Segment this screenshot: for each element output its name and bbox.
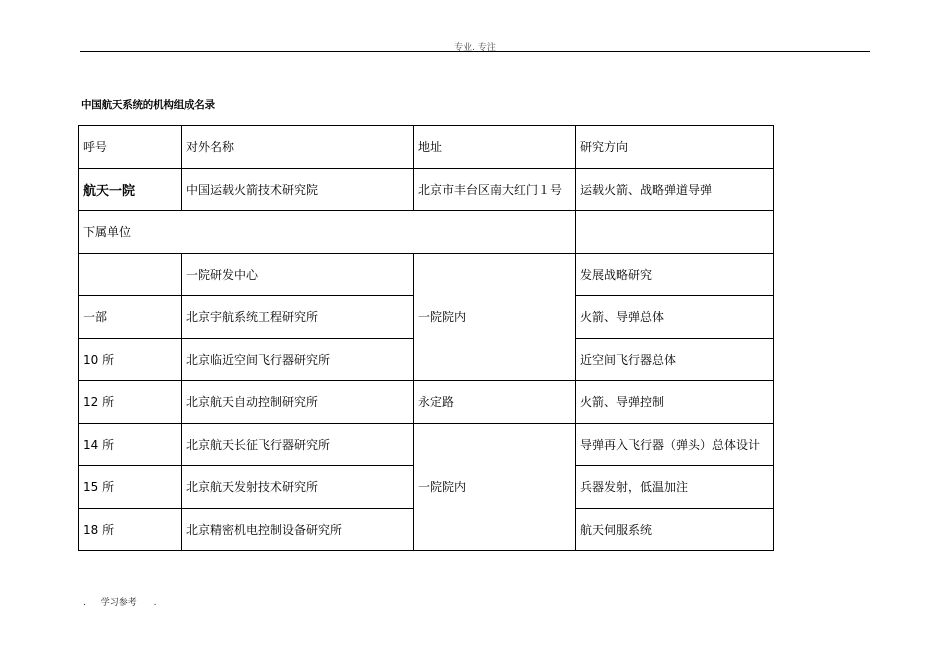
name-cell: 北京临近空间飞行器研究所 bbox=[182, 338, 414, 381]
direction-cell: 发展战略研究 bbox=[576, 253, 774, 296]
direction-cell: 兵器发射，低温加注 bbox=[576, 466, 774, 509]
address-cell: 永定路 bbox=[414, 381, 576, 424]
header-cell-address: 地址 bbox=[414, 126, 576, 169]
page-footer bbox=[83, 595, 157, 608]
table-row bbox=[79, 253, 774, 296]
main-name-cell: 中国运载火箭技术研究院 bbox=[182, 168, 414, 211]
header-divider bbox=[80, 51, 870, 52]
name-cell: 北京航天发射技术研究所 bbox=[182, 466, 414, 509]
organization-table bbox=[78, 125, 774, 551]
main-callsign-cell: 航天一院 bbox=[79, 168, 182, 211]
footer-left-mark: . bbox=[83, 598, 86, 608]
footer-right-mark: . bbox=[153, 598, 157, 608]
header-cell-callsign: 呼号 bbox=[79, 126, 182, 169]
direction-cell: 火箭、导弹总体 bbox=[576, 296, 774, 339]
main-address-cell: 北京市丰台区南大红门１号 bbox=[414, 168, 576, 211]
code-cell bbox=[79, 253, 182, 296]
code-cell: 18 所 bbox=[79, 508, 182, 551]
section-empty-cell bbox=[576, 211, 774, 254]
main-institute-row bbox=[79, 168, 774, 211]
code-cell: 10 所 bbox=[79, 338, 182, 381]
table-row bbox=[79, 423, 774, 466]
name-cell: 北京航天长征飞行器研究所 bbox=[182, 423, 414, 466]
direction-cell: 航天伺服系统 bbox=[576, 508, 774, 551]
section-label-cell: 下属单位 bbox=[79, 211, 576, 254]
address-cell: 一院院内 bbox=[414, 253, 576, 381]
direction-cell: 火箭、导弹控制 bbox=[576, 381, 774, 424]
code-cell: 12 所 bbox=[79, 381, 182, 424]
document-title: 中国航天系统的机构组成名录 bbox=[81, 99, 215, 111]
address-cell: 一院院内 bbox=[414, 423, 576, 551]
name-cell: 北京精密机电控制设备研究所 bbox=[182, 508, 414, 551]
page-header: 专业. 专注 bbox=[454, 43, 496, 53]
footer-text: 学习参考 bbox=[100, 598, 137, 608]
section-row bbox=[79, 211, 774, 254]
table-row bbox=[79, 381, 774, 424]
header-cell-name: 对外名称 bbox=[182, 126, 414, 169]
name-cell: 一院研发中心 bbox=[182, 253, 414, 296]
main-direction-cell: 运载火箭、战略弹道导弹 bbox=[576, 168, 774, 211]
code-cell: 一部 bbox=[79, 296, 182, 339]
code-cell: 15 所 bbox=[79, 466, 182, 509]
table-header-row bbox=[79, 126, 774, 169]
name-cell: 北京航天自动控制研究所 bbox=[182, 381, 414, 424]
code-cell: 14 所 bbox=[79, 423, 182, 466]
header-cell-direction: 研究方向 bbox=[576, 126, 774, 169]
name-cell: 北京宇航系统工程研究所 bbox=[182, 296, 414, 339]
direction-cell: 近空间飞行器总体 bbox=[576, 338, 774, 381]
direction-cell: 导弹再入飞行器（弹头）总体设计 bbox=[576, 423, 774, 466]
